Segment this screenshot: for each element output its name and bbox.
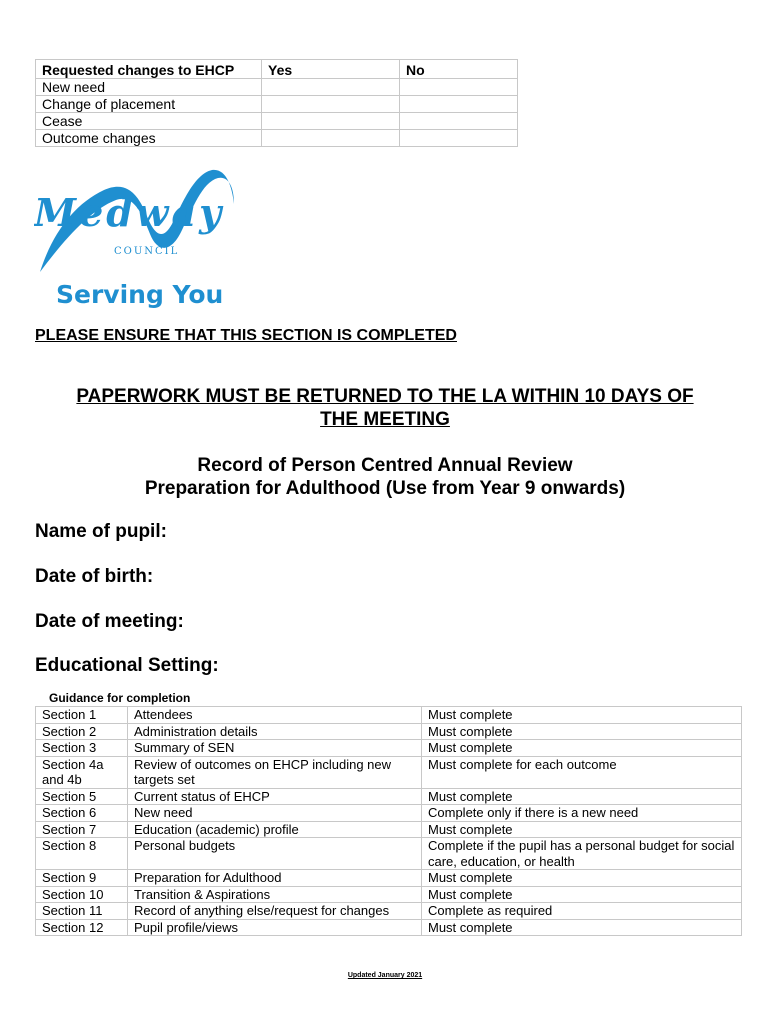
completion-note-cell: Must complete — [422, 870, 742, 887]
section-title-cell: Summary of SEN — [128, 740, 422, 757]
completion-note-cell: Must complete — [422, 740, 742, 757]
completion-note-cell: Complete as required — [422, 903, 742, 920]
section-cell: Section 3 — [36, 740, 128, 757]
section-title-cell: Transition & Aspirations — [128, 886, 422, 903]
completion-note-cell: Complete if the pupil has a personal budget for social care, education, or health — [422, 838, 742, 870]
change-label: New need — [36, 79, 262, 96]
completion-note-cell: Must complete — [422, 723, 742, 740]
logo-sub: COUNCIL — [114, 246, 180, 257]
logo-tagline: Serving You — [56, 280, 224, 309]
section-cell: Section 9 — [36, 870, 128, 887]
section-title-cell: Current status of EHCP — [128, 788, 422, 805]
section-cell: Section 6 — [36, 805, 128, 822]
no-cell[interactable] — [400, 130, 518, 147]
section-cell: Section 8 — [36, 838, 128, 870]
change-label: Cease — [36, 113, 262, 130]
completion-note-cell: Must complete — [422, 919, 742, 936]
completion-notice: PLEASE ENSURE THAT THIS SECTION IS COMPLETED — [35, 327, 457, 344]
table-row — [36, 788, 742, 805]
return-deadline-line-1: PAPERWORK MUST BE RETURNED TO THE LA WITHIN 10 DAYS OF — [76, 386, 694, 407]
completion-note-cell: Must complete for each outcome — [422, 756, 742, 788]
section-cell: Section 4a and 4b — [36, 756, 128, 788]
no-cell[interactable] — [400, 96, 518, 113]
section-title-cell: Personal budgets — [128, 838, 422, 870]
medway-council-logo — [34, 164, 264, 312]
section-title-cell: Attendees — [128, 707, 422, 724]
logo-name: Medway — [34, 190, 225, 235]
table-row — [36, 723, 742, 740]
section-cell: Section 5 — [36, 788, 128, 805]
section-title-cell: Review of outcomes on EHCP including new targets set — [128, 756, 422, 788]
completion-note-cell: Must complete — [422, 886, 742, 903]
guidance-table — [35, 706, 742, 936]
meeting-date-field: Date of meeting: — [35, 611, 184, 632]
date-of-birth-field: Date of birth: — [35, 566, 154, 587]
table-row — [36, 96, 518, 113]
section-cell: Section 7 — [36, 821, 128, 838]
no-cell[interactable] — [400, 113, 518, 130]
pupil-name-field: Name of pupil: — [35, 521, 167, 542]
changes-header-requested: Requested changes to EHCP — [36, 60, 262, 79]
table-row — [36, 838, 742, 870]
yes-cell[interactable] — [262, 96, 400, 113]
section-title-cell: Record of anything else/request for changes — [128, 903, 422, 920]
section-cell: Section 12 — [36, 919, 128, 936]
table-row — [36, 919, 742, 936]
guidance-heading: Guidance for completion — [49, 691, 191, 705]
table-row — [36, 130, 518, 147]
table-row — [36, 805, 742, 822]
changes-table — [35, 59, 518, 147]
document-subtitle: Preparation for Adulthood (Use from Year 9 onwards) — [144, 478, 626, 499]
table-row — [36, 886, 742, 903]
changes-header-yes: Yes — [262, 60, 400, 79]
section-cell: Section 1 — [36, 707, 128, 724]
yes-cell[interactable] — [262, 79, 400, 96]
return-deadline-line-2: THE MEETING — [320, 409, 450, 430]
table-row — [36, 821, 742, 838]
section-cell: Section 10 — [36, 886, 128, 903]
section-title-cell: New need — [128, 805, 422, 822]
table-row — [36, 903, 742, 920]
section-cell: Section 11 — [36, 903, 128, 920]
table-row — [36, 740, 742, 757]
completion-note-cell: Complete only if there is a new need — [422, 805, 742, 822]
completion-note-cell: Must complete — [422, 788, 742, 805]
change-label: Outcome changes — [36, 130, 262, 147]
completion-note-cell: Must complete — [422, 821, 742, 838]
changes-header-no: No — [400, 60, 518, 79]
section-title-cell: Preparation for Adulthood — [128, 870, 422, 887]
table-row — [36, 79, 518, 96]
yes-cell[interactable] — [262, 130, 400, 147]
no-cell[interactable] — [400, 79, 518, 96]
section-title-cell: Pupil profile/views — [128, 919, 422, 936]
change-label: Change of placement — [36, 96, 262, 113]
document-title: Record of Person Centred Annual Review — [197, 455, 573, 476]
yes-cell[interactable] — [262, 113, 400, 130]
table-row — [36, 870, 742, 887]
table-row — [36, 756, 742, 788]
section-title-cell: Education (academic) profile — [128, 821, 422, 838]
table-row — [36, 707, 742, 724]
table-row — [36, 113, 518, 130]
changes-header-row — [36, 60, 518, 79]
updated-date: Updated January 2021 — [347, 972, 423, 979]
section-title-cell: Administration details — [128, 723, 422, 740]
educational-setting-field: Educational Setting: — [35, 655, 219, 676]
completion-note-cell: Must complete — [422, 707, 742, 724]
section-cell: Section 2 — [36, 723, 128, 740]
